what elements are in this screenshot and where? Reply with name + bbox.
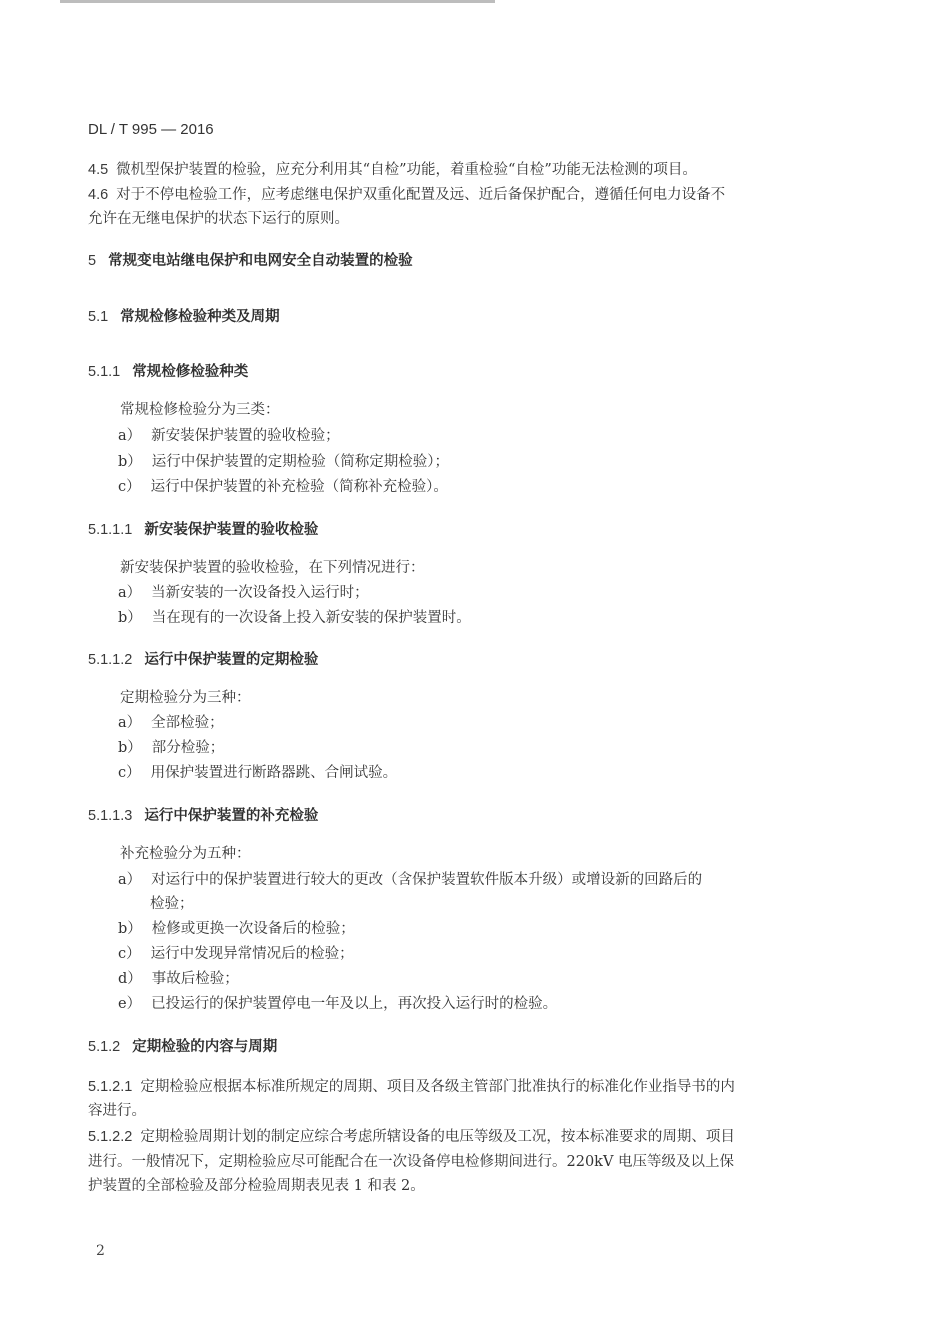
list-label: b）: [118, 921, 142, 937]
section-5-1-2-heading: [88, 1035, 277, 1059]
section-number: 5: [88, 253, 97, 269]
section-5-1-1-3-heading: [88, 804, 318, 828]
clause-5-1-2-2: [88, 1125, 735, 1149]
section-number: 5.1.1.2: [88, 652, 133, 668]
list-item: [118, 868, 702, 892]
clause-continuation: 护装置的全部检验及部分检验周期表见表 1 和表 2。: [88, 1178, 425, 1194]
list-text: 运行中发现异常情况后的检验；: [150, 946, 354, 962]
page-number: 2: [96, 1243, 105, 1259]
list-text: 用保护装置进行断路器跳、合闸试验。: [150, 765, 398, 781]
section-number: 5.1.1: [88, 364, 121, 380]
list-item: [118, 736, 224, 760]
section-number: 5.1.1.1: [88, 522, 133, 538]
list-label: c）: [118, 479, 141, 495]
section-title: 常规检修检验种类及周期: [120, 309, 280, 325]
list-item: [118, 424, 340, 448]
section-title: 常规检修检验种类: [132, 364, 249, 380]
section-title: 运行中保护装置的补充检验: [144, 808, 319, 824]
clause-continuation: 进行。一般情况下，定期检验应尽可能配合在一次设备停电检修期间进行。220kV 电压等级及以上保: [88, 1154, 735, 1170]
list-item: [118, 917, 355, 941]
list-item: [118, 475, 448, 499]
list-label: b）: [118, 610, 142, 626]
section-5-1-1-1-heading: [88, 518, 318, 542]
section-5-heading: [88, 249, 413, 273]
list-text: 对运行中的保护装置进行较大的更改（含保护装置软件版本升级）或增设新的回路后的: [151, 872, 703, 888]
list-text: 运行中保护装置的补充检验（简称补充检验）。: [150, 479, 448, 495]
list-label: b）: [118, 740, 142, 756]
list-text: 全部检验；: [151, 715, 224, 731]
list-item: [118, 581, 369, 605]
list-text: 事故后检验；: [151, 971, 239, 987]
clause-number: 4.6: [88, 187, 109, 203]
clause-4-6: [88, 183, 725, 207]
list-label: c）: [118, 765, 141, 781]
list-text: 已投运行的保护装置停电一年及以上，再次投入运行时的检验。: [151, 996, 558, 1012]
section-number: 5.1.1.3: [88, 808, 133, 824]
list-text: 运行中保护装置的定期检验（简称定期检验）；: [151, 454, 450, 470]
list-text: 部分检验；: [151, 740, 225, 756]
clause-text: 定期检验应根据本标准所规定的周期、项目及各级主管部门批准执行的标准化作业指导书的内: [140, 1079, 735, 1095]
list-item: [118, 606, 471, 630]
list-label: a）: [118, 428, 142, 444]
clause-continuation: 容进行。: [88, 1103, 146, 1119]
clause-text: 微机型保护装置的检验，应充分利用其“自检”功能，着重检验“自检”功能无法检测的项目。: [116, 162, 697, 178]
section-5-1-1-1-intro: 新安装保护装置的验收检验，在下列情况进行：: [120, 560, 425, 576]
section-5-1-1-heading: [88, 360, 248, 384]
section-5-1-1-intro: 常规检修检验分为三类：: [120, 402, 280, 418]
clause-number: 5.1.2.1: [88, 1079, 133, 1095]
list-item: [118, 711, 224, 735]
list-label: a）: [118, 715, 142, 731]
list-label: c）: [118, 946, 141, 962]
list-item: [118, 450, 449, 474]
list-text: 新安装保护装置的验收检验；: [151, 428, 340, 444]
section-5-1-1-2-heading: [88, 648, 318, 672]
clause-5-1-2-1: [88, 1075, 735, 1099]
list-item: [118, 761, 397, 785]
list-item: [118, 942, 354, 966]
section-title: 运行中保护装置的定期检验: [144, 652, 319, 668]
list-text: 检修或更换一次设备后的检验；: [151, 921, 355, 937]
list-label: d）: [118, 971, 142, 987]
clause-4-5: [88, 158, 697, 182]
standard-code-header: DL / T 995 — 2016: [88, 121, 214, 138]
section-number: 5.1: [88, 309, 109, 325]
clause-text: 定期检验周期计划的制定应综合考虑所辖设备的电压等级及工况，按本标准要求的周期、项目: [140, 1129, 735, 1145]
clause-4-6-continuation: [88, 207, 349, 231]
clause-text: 对于不停电检验工作，应考虑继电保护双重化配置及远、近后备保护配合，遵循任何电力设备不: [116, 187, 726, 203]
clause-number: 4.5: [88, 162, 109, 178]
clause-text: 允许在无继电保护的状态下运行的原则。: [88, 211, 349, 227]
list-item: [118, 967, 239, 991]
section-number: 5.1.2: [88, 1039, 121, 1055]
section-title: 新安装保护装置的验收检验: [144, 522, 319, 538]
list-item: [118, 992, 557, 1016]
section-title: 定期检验的内容与周期: [132, 1039, 278, 1055]
list-label: a）: [118, 872, 142, 888]
list-text: 当在现有的一次设备上投入新安装的保护装置时。: [151, 610, 471, 626]
top-rule: [60, 0, 495, 3]
list-item-continuation: 检验；: [150, 896, 194, 912]
section-5-1-1-3-intro: 补充检验分为五种：: [120, 846, 251, 862]
section-title: 常规变电站继电保护和电网安全自动装置的检验: [108, 253, 413, 269]
section-5-1-1-2-intro: 定期检验分为三种：: [120, 690, 251, 706]
clause-number: 5.1.2.2: [88, 1129, 133, 1145]
list-text: 当新安装的一次设备投入运行时；: [151, 585, 369, 601]
list-label: b）: [118, 454, 142, 470]
section-5-1-heading: [88, 305, 280, 329]
list-label: e）: [118, 996, 142, 1012]
list-label: a）: [118, 585, 142, 601]
